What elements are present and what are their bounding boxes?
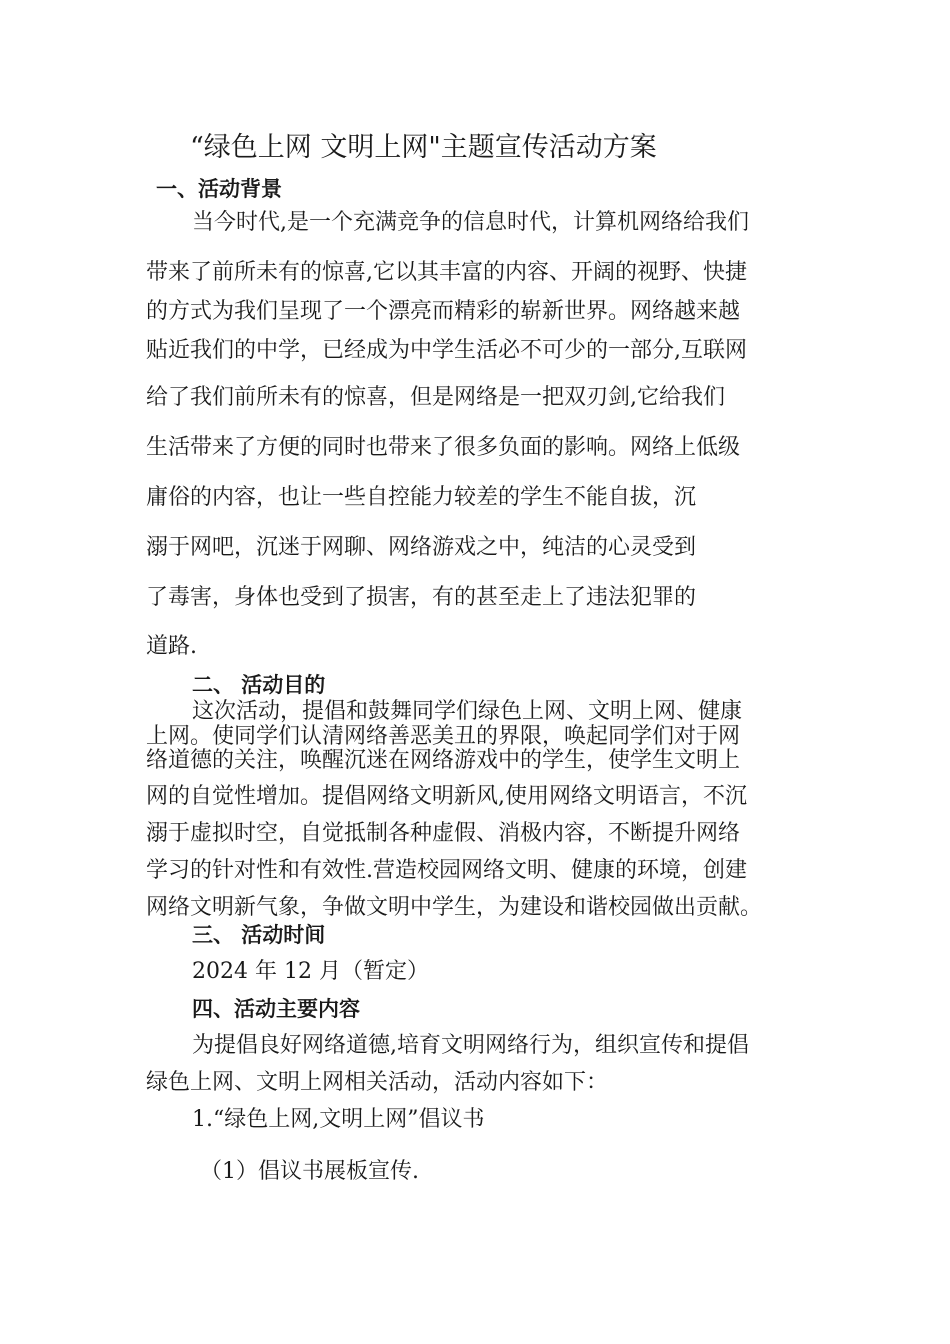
paragraph-line: 溺于虚拟时空，自觉抵制各种虚假、消极内容，不断提升网络 <box>146 821 741 846</box>
section-heading-background: 一、活动背景 <box>156 177 282 201</box>
paragraph-line: 生活带来了方便的同时也带来了很多负面的影响。网络上低级 <box>146 435 741 460</box>
document-title: “绿色上网 文明上网"主题宣传活动方案 <box>190 132 657 163</box>
paragraph-line: 给了我们前所未有的惊喜，但是网络是一把双刃剑,它给我们 <box>146 385 725 410</box>
paragraph-line: 带来了前所未有的惊喜,它以其丰富的内容、开阔的视野、快捷 <box>146 260 747 285</box>
paragraph-line: 络道德的关注，唤醒沉迷在网络游戏中的学生，使学生文明上 <box>146 748 741 773</box>
paragraph-line: 绿色上网、文明上网相关活动，活动内容如下： <box>146 1070 609 1095</box>
section-heading-content: 四、活动主要内容 <box>192 997 360 1021</box>
paragraph-line: 2024 年 12 月（暂定） <box>192 959 429 984</box>
paragraph-line: 网的自觉性增加。提倡网络文明新风,使用网络文明语言，不沉 <box>146 784 747 809</box>
paragraph-line: 当今时代,是一个充满竞争的信息时代，计算机网络给我们 <box>192 210 749 235</box>
paragraph-line: 网络文明新气象，争做文明中学生，为建设和谐校园做出贡献。 <box>146 895 763 920</box>
paragraph-line: 学习的针对性和有效性.营造校园网络文明、健康的环境，创建 <box>146 858 747 883</box>
section-heading-purpose: 二、 活动目的 <box>192 673 326 697</box>
section-heading-time: 三、 活动时间 <box>192 923 326 947</box>
list-item: （1）倡议书展板宣传. <box>200 1159 419 1184</box>
paragraph-line: 的方式为我们呈现了一个漂亮而精彩的崭新世界。网络越来越 <box>146 299 741 324</box>
list-item: 1.“绿色上网,文明上网”倡议书 <box>192 1107 485 1132</box>
paragraph-line: 为提倡良好网络道德,培育文明网络行为，组织宣传和提倡 <box>192 1033 749 1058</box>
paragraph-line: 上网。使同学们认清网络善恶美丑的界限，唤起同学们对于网 <box>146 724 741 749</box>
paragraph-line: 了毒害，身体也受到了损害，有的甚至走上了违法犯罪的 <box>146 585 697 610</box>
paragraph-line: 道路. <box>146 634 197 659</box>
paragraph-line: 这次活动，提倡和鼓舞同学们绿色上网、文明上网、健康 <box>192 699 743 724</box>
paragraph-line: 庸俗的内容，也让一些自控能力较差的学生不能自拔，沉 <box>146 485 697 510</box>
paragraph-line: 贴近我们的中学，已经成为中学生活必不可少的一部分,互联网 <box>146 338 747 363</box>
paragraph-line: 溺于网吧，沉迷于网聊、网络游戏之中，纯洁的心灵受到 <box>146 535 697 560</box>
